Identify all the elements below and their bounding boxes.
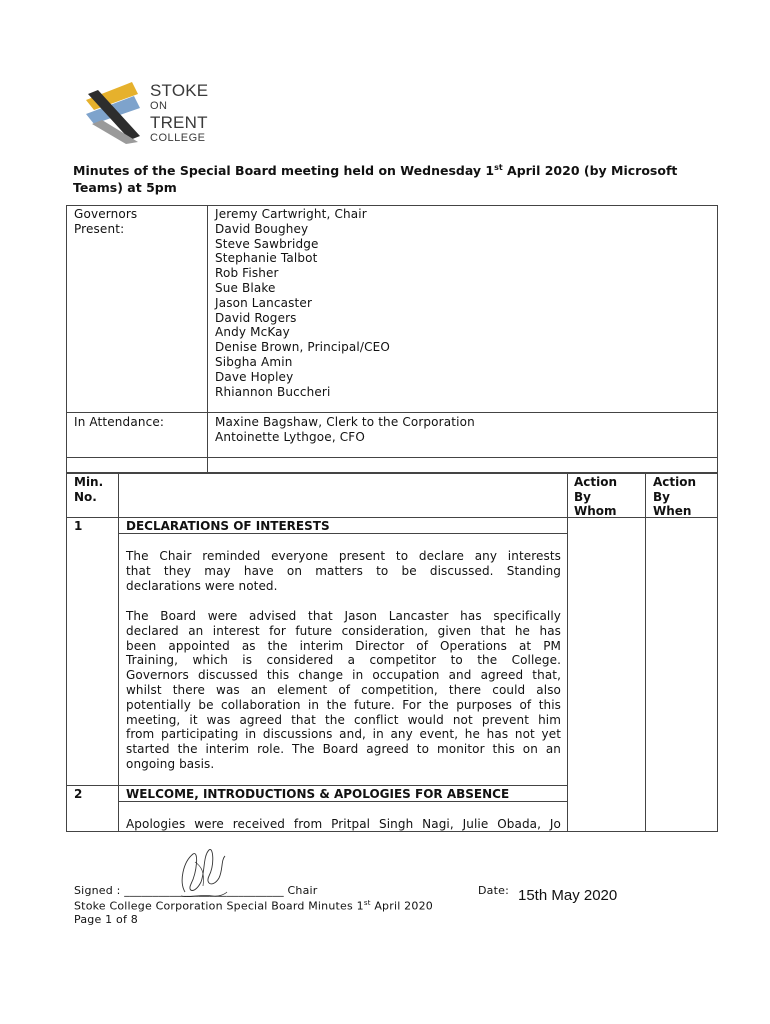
title-part-1: Minutes of the Special Board meeting held on Wednesday 1	[73, 163, 495, 179]
governor-name: Sue Blake	[215, 280, 276, 295]
logo-line-4: COLLEGE	[150, 132, 206, 144]
governor-name: Jeremy Cartwright, Chair	[215, 207, 367, 221]
text-line: Training, which is considered a competitor to the College.	[126, 653, 561, 668]
header-min-line-2: No.	[74, 489, 97, 504]
header-by-when-line-1: Action	[653, 475, 697, 489]
text-line: declarations were noted.	[126, 578, 278, 593]
footer-block	[74, 884, 433, 926]
header-by-whom-line-1: Action	[574, 475, 618, 489]
logo-line-3: TRENT	[150, 113, 208, 132]
attendee-name: Maxine Bagshaw, Clerk to the Corporation	[215, 415, 475, 429]
date-label: Date:	[478, 884, 509, 897]
header-by-when-line-3: When	[653, 504, 692, 518]
governor-name: Jason Lancaster	[215, 295, 313, 310]
text-line: declared an interest for future consideration, given that he has	[126, 623, 561, 638]
item-2-top-rule	[66, 785, 568, 786]
text-line: that they may have on matters to be discussed. Standing	[126, 563, 561, 578]
item-2-heading: WELCOME, INTRODUCTIONS & APOLOGIES FOR ABSENCE	[126, 787, 510, 801]
governor-name: Stephanie Talbot	[215, 251, 318, 266]
signed-line: Signed : ____________________________ Chair	[74, 884, 318, 897]
item-1-heading: DECLARATIONS OF INTERESTS	[126, 519, 330, 533]
logo-line-1: STOKE	[150, 81, 209, 100]
text-line: meeting, it was agreed that the conflict would not prevent him	[126, 712, 561, 727]
governor-name: Andy McKay	[215, 325, 290, 340]
governor-name: Dave Hopley	[215, 369, 294, 384]
item-1-number: 1	[74, 519, 83, 533]
minutes-col-divider-2	[567, 472, 568, 831]
governor-name: Denise Brown, Principal/CEO	[215, 340, 390, 355]
governors-list	[215, 207, 390, 399]
governors-label	[74, 207, 137, 237]
date-value: 15th May 2020	[518, 887, 618, 904]
attendance-divider-2	[66, 457, 718, 458]
header-min-no	[74, 475, 103, 504]
item-2-number: 2	[74, 787, 83, 801]
header-by-whom-line-2: By	[574, 489, 591, 504]
governor-name: David Boughey	[215, 221, 309, 236]
text-line: whilst there was an element of competition, there could also	[126, 682, 561, 697]
in-attendance-label: In Attendance:	[74, 415, 165, 429]
footer-title-part-2: April 2020	[370, 899, 433, 913]
header-action-by-when	[653, 475, 696, 519]
text-line: Governors discussed this change in occupation and agreed that,	[126, 668, 561, 683]
text-line: Apologies were received from Pritpal Singh Nagi, Julie Obada, Jo	[126, 817, 561, 831]
text-line: potentially be collaboration in the future. For the purposes of this	[126, 697, 561, 712]
text-line: been appointed as the interim Director of Operations at PM	[126, 638, 561, 653]
in-attendance-list	[215, 415, 475, 445]
page-number: Page 1 of 8	[74, 912, 138, 926]
governors-label-line-2: Present:	[74, 221, 125, 236]
minutes-col-divider-3	[645, 472, 646, 831]
header-action-by-whom	[574, 475, 617, 519]
text-line: The Chair reminded everyone present to declare any interests	[126, 549, 561, 563]
governors-label-line-1: Governors	[74, 207, 138, 221]
governor-name: Rob Fisher	[215, 266, 279, 281]
item-2-paragraph-1	[126, 817, 561, 832]
logo-wordmark	[150, 82, 208, 144]
document-footer-title	[74, 897, 433, 913]
footer-title-part-1: Stoke College Corporation Special Board Minutes 1	[74, 899, 364, 913]
header-by-whom-line-3: Whom	[574, 504, 617, 518]
title-part-2: April 2020 (by Microsoft	[502, 163, 678, 179]
attendance-divider-vertical	[207, 205, 208, 473]
attendee-name: Antoinette Lythgoe, CFO	[215, 429, 365, 444]
document-title	[73, 159, 713, 196]
text-line: ongoing basis.	[126, 756, 215, 771]
header-by-when-line-2: By	[653, 489, 670, 504]
governor-name: David Rogers	[215, 310, 297, 325]
header-min-line-1: Min.	[74, 475, 104, 489]
item-1-paragraph-1	[126, 549, 561, 593]
logo-line-2: ON	[150, 100, 168, 112]
attendance-divider-1	[66, 412, 718, 413]
title-line-2: Teams) at 5pm	[73, 180, 177, 196]
governor-name: Steve Sawbridge	[215, 236, 319, 251]
minutes-header-rule	[66, 517, 718, 518]
governor-name: Sibgha Amin	[215, 354, 293, 369]
title-sup: st	[494, 163, 503, 172]
footer-title-sup: st	[363, 899, 371, 907]
item-1-paragraph-2	[126, 609, 561, 772]
text-line: started the interim role. The Board agreed to monitor this on an	[126, 742, 561, 757]
text-line: from participating in discussions and, in any event, he has not yet	[126, 727, 561, 742]
text-line: The Board were advised that Jason Lancaster has specifically	[126, 609, 561, 623]
governor-name: Rhiannon Buccheri	[215, 384, 331, 399]
minutes-col-divider-1	[118, 472, 119, 831]
